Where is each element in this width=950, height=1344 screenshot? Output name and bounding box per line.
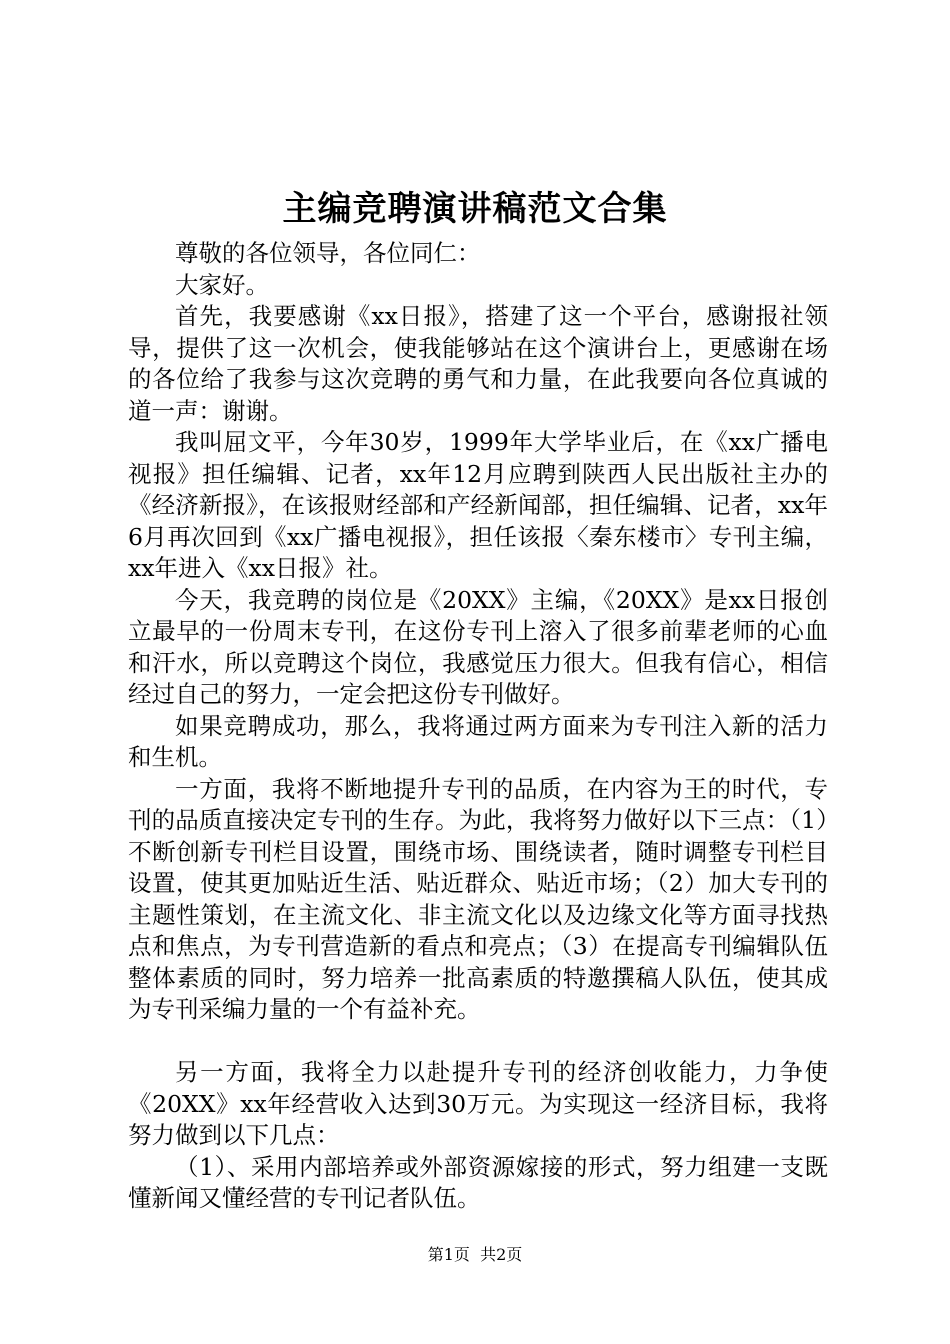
body-paragraph: 今天，我竞聘的岗位是《20XX》主编，《20XX》是xx日报创立最早的一份周末专刊，在这份专刊上溶入了很多前辈老师的心血和汗水，所以竞聘这个岗位，我感觉压力很大。但我有信心，相信经过自己的努力，一定会把这份专刊做好。: [128, 585, 828, 708]
body-paragraph: 首先，我要感谢《xx日报》，搭建了这一个平台，感谢报社领导，提供了这一次机会，使我能够站在这个演讲台上，更感谢在场的各位给了我参与这次竞聘的勇气和力量，在此我要向各位真诚的道一声：谢谢。: [128, 302, 828, 425]
salutation-paragraph: 尊敬的各位领导，各位同仁：: [175, 239, 481, 267]
body-paragraph: （1）、采用内部培养或外部资源嫁接的形式，努力组建一支既懂新闻又懂经营的专刊记者队伍。: [128, 1152, 828, 1212]
body-paragraph: 一方面，我将不断地提升专刊的品质，在内容为王的时代，专刊的品质直接决定专刊的生存。为此，我将努力做好以下三点：（1）不断创新专刊栏目设置，围绕市场、围绕读者，随时调整专刊栏目设置，使其更加贴近生活、贴近群众、贴近市场；（2）加大专刊的主题性策划，在主流文化、非主流文化以及边缘文化等方面寻找热点和焦点，为专刊营造新的看点和亮点；（3）在提高专刊编辑队伍整体素质的同时，努力培养一批高素质的特邀撰稿人队伍，使其成为专刊采编力量的一个有益补充。: [128, 774, 828, 1023]
greeting-paragraph: 大家好。: [175, 270, 269, 299]
document-body: [128, 238, 828, 1215]
body-paragraph: 如果竞聘成功，那么，我将通过两方面来为专刊注入新的活力和生机。: [128, 711, 828, 771]
body-paragraph: 我叫屈文平，今年30岁，1999年大学毕业后，在《xx广播电视报》担任编辑、记者，xx年12月应聘到陕西人民出版社主办的《经济新报》，在该报财经部和产经新闻部，担任编辑、记者，xx年6月再次回到《xx广播电视报》，担任该报〈秦东楼市〉专刊主编，xx年进入《xx日报》社。: [128, 428, 828, 582]
document-title: 主编竞聘演讲稿范文合集: [282, 189, 668, 229]
body-paragraph: 另一方面，我将全力以赴提升专刊的经济创收能力，力争使《20XX》xx年经营收入达到30万元。为实现这一经济目标，我将努力做到以下几点：: [128, 1058, 828, 1149]
page-number-footer: 第1页 共2页: [427, 1245, 523, 1264]
